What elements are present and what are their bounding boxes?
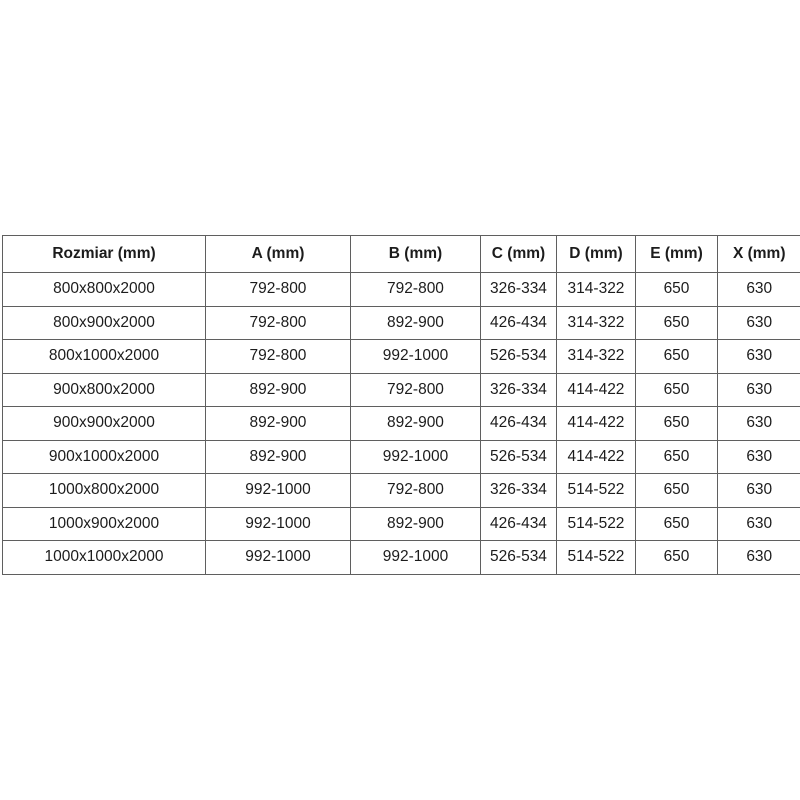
cell-b: 992-1000	[351, 340, 481, 374]
cell-b: 992-1000	[351, 541, 481, 575]
cell-a: 792-800	[206, 306, 351, 340]
cell-d: 514-522	[557, 541, 636, 575]
cell-a: 792-800	[206, 340, 351, 374]
table-row	[3, 273, 800, 307]
cell-d: 314-322	[557, 273, 636, 307]
size-spec-table	[2, 235, 800, 575]
cell-c: 326-334	[481, 474, 557, 508]
cell-c: 426-434	[481, 407, 557, 441]
table-row	[3, 541, 800, 575]
cell-rozmiar: 900x1000x2000	[3, 440, 206, 474]
cell-b: 792-800	[351, 474, 481, 508]
cell-rozmiar: 1000x900x2000	[3, 507, 206, 541]
cell-x: 630	[718, 541, 800, 575]
cell-e: 650	[636, 373, 718, 407]
cell-a: 992-1000	[206, 507, 351, 541]
table-row	[3, 373, 800, 407]
cell-b: 792-800	[351, 373, 481, 407]
table-row	[3, 340, 800, 374]
column-header-e: E (mm)	[636, 236, 718, 273]
cell-x: 630	[718, 507, 800, 541]
cell-x: 630	[718, 474, 800, 508]
cell-a: 892-900	[206, 407, 351, 441]
cell-rozmiar: 1000x800x2000	[3, 474, 206, 508]
column-header-d: D (mm)	[557, 236, 636, 273]
cell-e: 650	[636, 407, 718, 441]
cell-c: 426-434	[481, 507, 557, 541]
cell-c: 526-534	[481, 440, 557, 474]
table-row	[3, 407, 800, 441]
cell-x: 630	[718, 306, 800, 340]
cell-e: 650	[636, 306, 718, 340]
cell-d: 414-422	[557, 373, 636, 407]
cell-c: 426-434	[481, 306, 557, 340]
cell-b: 792-800	[351, 273, 481, 307]
cell-rozmiar: 900x800x2000	[3, 373, 206, 407]
cell-d: 414-422	[557, 407, 636, 441]
column-header-c: C (mm)	[481, 236, 557, 273]
cell-a: 892-900	[206, 440, 351, 474]
cell-a: 792-800	[206, 273, 351, 307]
cell-c: 526-534	[481, 340, 557, 374]
cell-rozmiar: 800x1000x2000	[3, 340, 206, 374]
cell-c: 326-334	[481, 373, 557, 407]
cell-rozmiar: 900x900x2000	[3, 407, 206, 441]
cell-x: 630	[718, 440, 800, 474]
cell-d: 414-422	[557, 440, 636, 474]
cell-d: 314-322	[557, 306, 636, 340]
header-row	[3, 236, 800, 273]
cell-c: 326-334	[481, 273, 557, 307]
cell-e: 650	[636, 440, 718, 474]
cell-d: 314-322	[557, 340, 636, 374]
cell-b: 892-900	[351, 306, 481, 340]
cell-e: 650	[636, 340, 718, 374]
table-row	[3, 306, 800, 340]
cell-rozmiar: 800x800x2000	[3, 273, 206, 307]
cell-rozmiar: 800x900x2000	[3, 306, 206, 340]
cell-e: 650	[636, 541, 718, 575]
table-row	[3, 440, 800, 474]
cell-x: 630	[718, 407, 800, 441]
table-row	[3, 507, 800, 541]
cell-x: 630	[718, 273, 800, 307]
cell-a: 992-1000	[206, 474, 351, 508]
cell-b: 892-900	[351, 407, 481, 441]
cell-rozmiar: 1000x1000x2000	[3, 541, 206, 575]
cell-e: 650	[636, 507, 718, 541]
cell-b: 992-1000	[351, 440, 481, 474]
cell-x: 630	[718, 373, 800, 407]
cell-x: 630	[718, 340, 800, 374]
cell-b: 892-900	[351, 507, 481, 541]
column-header-x: X (mm)	[718, 236, 800, 273]
cell-d: 514-522	[557, 474, 636, 508]
cell-e: 650	[636, 474, 718, 508]
cell-d: 514-522	[557, 507, 636, 541]
column-header-b: B (mm)	[351, 236, 481, 273]
column-header-a: A (mm)	[206, 236, 351, 273]
cell-a: 992-1000	[206, 541, 351, 575]
column-header-rozmiar: Rozmiar (mm)	[3, 236, 206, 273]
cell-a: 892-900	[206, 373, 351, 407]
cell-c: 526-534	[481, 541, 557, 575]
table-row	[3, 474, 800, 508]
cell-e: 650	[636, 273, 718, 307]
